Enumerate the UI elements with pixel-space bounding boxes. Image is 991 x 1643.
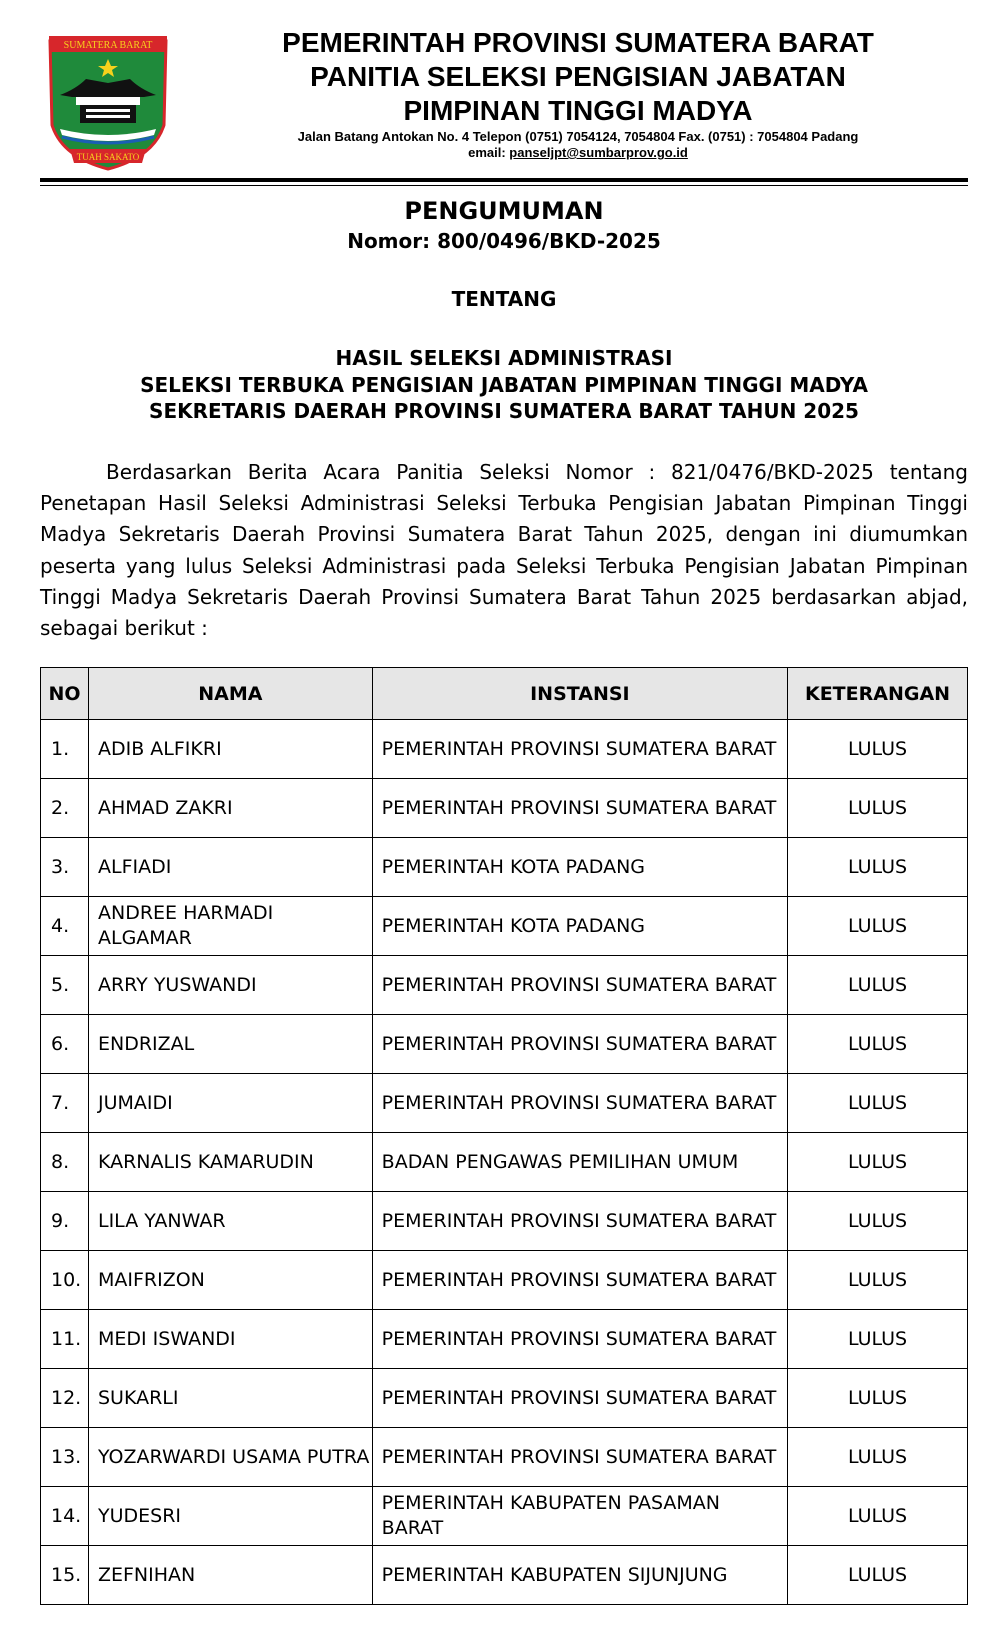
letterhead-line-1: PEMERINTAH PROVINSI SUMATERA BARAT [282,27,874,58]
participant-name: KARNALIS KAMARUDIN [88,1133,372,1192]
row-number: 14. [41,1487,89,1546]
participant-name: ADIB ALFIKRI [88,720,372,779]
participant-name: YUDESRI [88,1487,372,1546]
header-keterangan: KETERANGAN [788,668,968,720]
table-row [41,1546,968,1605]
announcement-subject [40,345,968,425]
row-number: 15. [41,1546,89,1605]
row-number: 13. [41,1428,89,1487]
header-instansi: INSTANSI [372,668,787,720]
participant-name: MAIFRIZON [88,1251,372,1310]
agency-name: PEMERINTAH PROVINSI SUMATERA BARAT [372,956,787,1015]
sumatera-barat-emblem [46,33,170,171]
subject-line-1: HASIL SELEKSI ADMINISTRASI [335,346,673,370]
table-row [41,720,968,779]
participant-name: ENDRIZAL [88,1015,372,1074]
row-number: 11. [41,1310,89,1369]
agency-name: BADAN PENGAWAS PEMILIHAN UMUM [372,1133,787,1192]
row-number: 3. [41,838,89,897]
status: LULUS [788,1015,968,1074]
agency-name: PEMERINTAH PROVINSI SUMATERA BARAT [372,1192,787,1251]
letterhead-email [178,145,978,161]
agency-name: PEMERINTAH KABUPATEN PASAMAN BARAT [372,1487,787,1546]
status: LULUS [788,956,968,1015]
announcement-about: TENTANG [451,287,557,311]
table-row [41,1251,968,1310]
table-row [41,1074,968,1133]
status: LULUS [788,720,968,779]
row-number: 10. [41,1251,89,1310]
agency-name: PEMERINTAH PROVINSI SUMATERA BARAT [372,720,787,779]
header-no: NO [41,668,89,720]
results-table [40,667,968,1605]
status: LULUS [788,1369,968,1428]
table-row [41,1369,968,1428]
participant-name: ANDREE HARMADI ALGAMAR [88,897,372,956]
table-row [41,1487,968,1546]
header-nama: NAMA [88,668,372,720]
table-row [41,1015,968,1074]
row-number: 7. [41,1074,89,1133]
agency-name: PEMERINTAH PROVINSI SUMATERA BARAT [372,1251,787,1310]
emblem-motto: TUAH SAKATO [76,152,140,162]
row-number: 5. [41,956,89,1015]
status: LULUS [788,1428,968,1487]
agency-name: PEMERINTAH PROVINSI SUMATERA BARAT [372,779,787,838]
status: LULUS [788,1310,968,1369]
status: LULUS [788,1546,968,1605]
letterhead-line-3: PIMPINAN TINGGI MADYA [403,95,753,126]
table-row [41,1192,968,1251]
table-row [41,779,968,838]
participant-name: YOZARWARDI USAMA PUTRA [88,1428,372,1487]
participant-name: AHMAD ZAKRI [88,779,372,838]
row-number: 4. [41,897,89,956]
participant-name: ZEFNIHAN [88,1546,372,1605]
letterhead-rule-thin [40,185,968,186]
table-row [41,1310,968,1369]
agency-name: PEMERINTAH PROVINSI SUMATERA BARAT [372,1310,787,1369]
table-body [41,720,968,1605]
row-number: 6. [41,1015,89,1074]
status: LULUS [788,1192,968,1251]
status: LULUS [788,897,968,956]
table-row [41,1133,968,1192]
table-header-row [41,668,968,720]
agency-name: PEMERINTAH KOTA PADANG [372,838,787,897]
announcement-paragraph: Berdasarkan Berita Acara Panitia Seleksi Nomor : 821/0476/BKD-2025 tentang Penetapan Hasil Seleksi Administrasi Seleksi Terbuka Pengisian Jabatan Pimpinan Tinggi Madya Sekretaris Daerah Provinsi Sumatera Barat Tahun 2025, dengan ini diumumkan peserta yang lulus Seleksi Administrasi pada Seleksi Terbuka Pengisian Jabatan Pimpinan Tinggi Madya Sekretaris Daerah Provinsi Sumatera Barat Tahun 2025 berdasarkan abjad, sebagai berikut : [40,460,968,641]
emblem-banner-text: SUMATERA BARAT [63,40,153,51]
participant-name: SUKARLI [88,1369,372,1428]
agency-name: PEMERINTAH PROVINSI SUMATERA BARAT [372,1015,787,1074]
letterhead-address: Jalan Batang Antokan No. 4 Telepon (0751) 7054124, 7054804 Fax. (0751) : 7054804 Padang [297,129,859,144]
subject-line-2: SELEKSI TERBUKA PENGISIAN JABATAN PIMPINAN TINGGI MADYA [140,372,868,397]
status: LULUS [788,838,968,897]
email-label: email: [468,145,510,160]
agency-name: PEMERINTAH PROVINSI SUMATERA BARAT [372,1074,787,1133]
row-number: 9. [41,1192,89,1251]
participant-name: JUMAIDI [88,1074,372,1133]
letterhead-line-2: PANITIA SELEKSI PENGISIAN JABATAN [310,61,846,92]
row-number: 2. [41,779,89,838]
letterhead [178,26,978,161]
participant-name: ALFIADI [88,838,372,897]
status: LULUS [788,1133,968,1192]
row-number: 1. [41,720,89,779]
table-row [41,838,968,897]
table-row [41,956,968,1015]
agency-name: PEMERINTAH KABUPATEN SIJUNJUNG [372,1546,787,1605]
announcement-number: Nomor: 800/0496/BKD-2025 [347,229,661,253]
status: LULUS [788,1487,968,1546]
status: LULUS [788,1074,968,1133]
row-number: 12. [41,1369,89,1428]
participant-name: ARRY YUSWANDI [88,956,372,1015]
subject-line-3: SEKRETARIS DAERAH PROVINSI SUMATERA BARAT TAHUN 2025 [149,399,859,423]
announcement-title: PENGUMUMAN [404,197,604,225]
table-row [41,1428,968,1487]
agency-name: PEMERINTAH PROVINSI SUMATERA BARAT [372,1428,787,1487]
letterhead-rule-thick [40,178,968,182]
row-number: 8. [41,1133,89,1192]
status: LULUS [788,1251,968,1310]
table-row [41,897,968,956]
participant-name: MEDI ISWANDI [88,1310,372,1369]
agency-name: PEMERINTAH PROVINSI SUMATERA BARAT [372,1369,787,1428]
participant-name: LILA YANWAR [88,1192,372,1251]
email-link[interactable]: panseljpt@sumbarprov.go.id [509,145,688,160]
status: LULUS [788,779,968,838]
agency-name: PEMERINTAH KOTA PADANG [372,897,787,956]
